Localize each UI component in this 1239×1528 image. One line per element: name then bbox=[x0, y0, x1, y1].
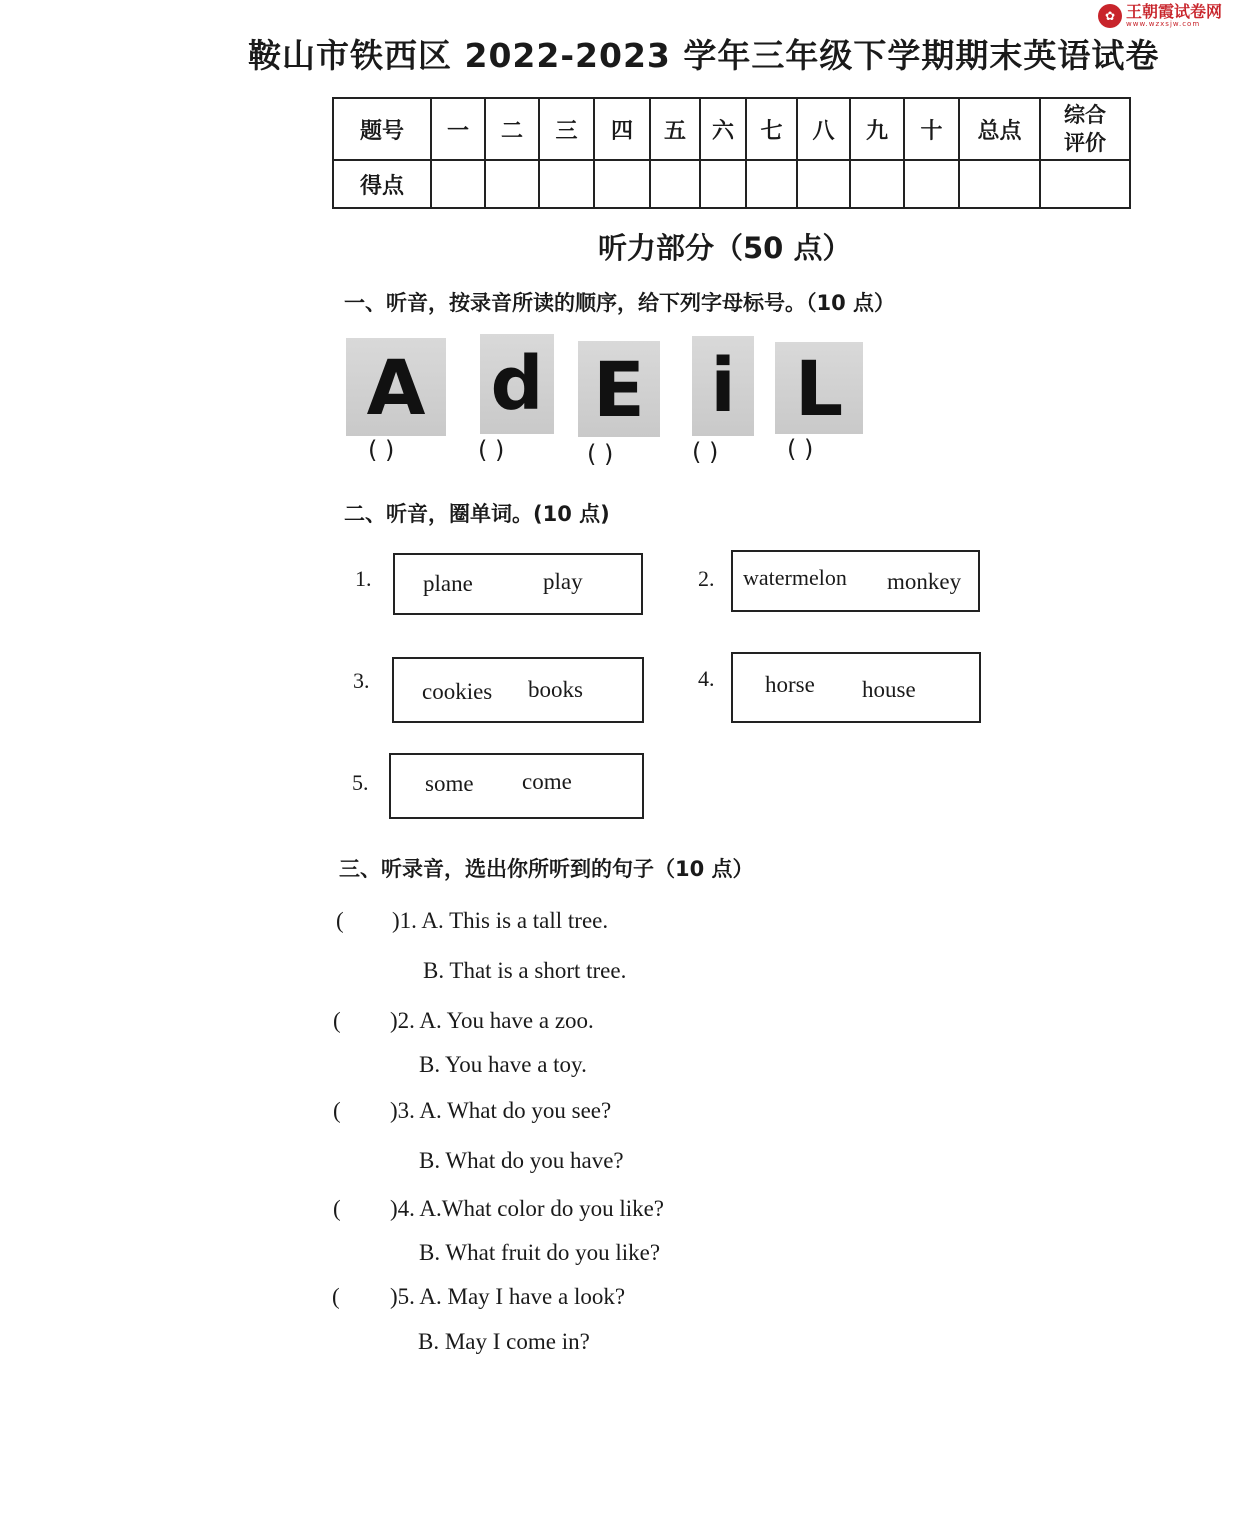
score-cell[interactable] bbox=[594, 160, 650, 208]
answer-blank[interactable]: ( ) bbox=[478, 436, 505, 464]
answer-blank-open[interactable]: ( bbox=[332, 1284, 340, 1309]
word-box bbox=[392, 657, 644, 723]
watermark-site: 王朝霞试卷网 bbox=[1126, 2, 1223, 21]
score-table bbox=[332, 97, 1131, 209]
answer-blank-open[interactable]: ( bbox=[333, 1008, 341, 1033]
seal-icon: ✿ bbox=[1098, 4, 1122, 28]
item-number: 3. bbox=[353, 668, 370, 693]
row-label-score: 得点 bbox=[333, 160, 431, 208]
column-header-total: 总点 bbox=[959, 98, 1040, 160]
section2-heading: 二、听音，圈单词。(10 点) bbox=[344, 502, 610, 526]
word-box bbox=[731, 652, 981, 723]
score-cell[interactable] bbox=[539, 160, 594, 208]
score-cell[interactable] bbox=[431, 160, 485, 208]
eval-label-line2: 评价 bbox=[1064, 131, 1106, 155]
score-cell[interactable] bbox=[485, 160, 539, 208]
section3-heading: 三、听录音，选出你所听到的句子（10 点） bbox=[339, 857, 754, 881]
letter-card-E: E bbox=[578, 341, 660, 437]
answer-blank-open[interactable]: ( bbox=[333, 1196, 341, 1221]
score-cell[interactable] bbox=[700, 160, 746, 208]
word-option[interactable]: watermelon bbox=[743, 565, 847, 590]
score-cell[interactable] bbox=[797, 160, 850, 208]
item-number: 1. bbox=[355, 566, 372, 591]
word-option[interactable]: cookies bbox=[422, 679, 493, 704]
word-option[interactable]: horse bbox=[765, 672, 815, 697]
section1-heading: 一、听音，按录音所读的顺序，给下列字母标号。（10 点） bbox=[344, 291, 896, 315]
row-label-question-number: 题号 bbox=[333, 98, 431, 160]
page-title: 鞍山市铁西区 2022-2023 学年三年级下学期期末英语试卷 bbox=[248, 36, 1160, 75]
column-header: 六 bbox=[700, 98, 746, 160]
score-cell[interactable] bbox=[850, 160, 904, 208]
column-header: 五 bbox=[650, 98, 700, 160]
score-cell[interactable] bbox=[904, 160, 959, 208]
answer-blank[interactable]: ( ) bbox=[692, 438, 719, 466]
letter-card-A: A bbox=[346, 338, 446, 436]
answer-blank-open[interactable]: ( bbox=[333, 1098, 341, 1123]
column-header: 九 bbox=[850, 98, 904, 160]
column-header: 四 bbox=[594, 98, 650, 160]
word-option[interactable]: plane bbox=[423, 571, 473, 596]
word-box bbox=[393, 553, 643, 615]
listening-section-title: 听力部分（50 点） bbox=[598, 231, 852, 265]
column-header: 一 bbox=[431, 98, 485, 160]
sentence-option-b: B. You have a toy. bbox=[419, 1052, 587, 1077]
score-cell-total[interactable] bbox=[959, 160, 1040, 208]
column-header: 十 bbox=[904, 98, 959, 160]
sentence-option-a: )1. A. This is a tall tree. bbox=[392, 908, 609, 933]
column-header: 七 bbox=[746, 98, 797, 160]
answer-blank[interactable]: ( ) bbox=[587, 440, 614, 468]
watermark-url: www.wzxsjw.com bbox=[1126, 20, 1201, 28]
word-option[interactable]: monkey bbox=[887, 569, 962, 594]
score-cell[interactable] bbox=[650, 160, 700, 208]
column-header: 八 bbox=[797, 98, 850, 160]
sentence-option-a: )3. A. What do you see? bbox=[390, 1098, 612, 1123]
letter-card-d: d bbox=[480, 334, 554, 434]
answer-blank-open[interactable]: ( bbox=[336, 908, 344, 933]
word-option[interactable]: house bbox=[862, 677, 916, 702]
word-box bbox=[389, 753, 644, 819]
answer-blank[interactable]: ( ) bbox=[368, 436, 395, 464]
word-option[interactable]: play bbox=[543, 569, 583, 594]
answer-blank[interactable]: ( ) bbox=[787, 435, 814, 463]
sentence-option-a: )5. A. May I have a look? bbox=[390, 1284, 626, 1309]
score-cell[interactable] bbox=[746, 160, 797, 208]
item-number: 5. bbox=[352, 770, 369, 795]
word-option[interactable]: come bbox=[522, 769, 572, 794]
item-number: 2. bbox=[698, 566, 715, 591]
eval-label-line1: 综合 bbox=[1064, 103, 1106, 127]
score-cell-evaluation[interactable] bbox=[1040, 160, 1130, 208]
column-header: 三 bbox=[539, 98, 594, 160]
item-number: 4. bbox=[698, 666, 715, 691]
letter-card-i: i bbox=[692, 336, 754, 436]
sentence-option-b: B. What do you have? bbox=[419, 1148, 624, 1173]
column-header: 二 bbox=[485, 98, 539, 160]
sentence-option-b: B. What fruit do you like? bbox=[419, 1240, 661, 1265]
word-option[interactable]: books bbox=[528, 677, 583, 702]
sentence-option-b: B. That is a short tree. bbox=[423, 958, 627, 983]
column-header-evaluation bbox=[1040, 98, 1130, 160]
sentence-option-a: )4. A.What color do you like? bbox=[390, 1196, 665, 1221]
sentence-option-b: B. May I come in? bbox=[418, 1329, 590, 1354]
word-box bbox=[731, 550, 980, 612]
word-option[interactable]: some bbox=[425, 771, 474, 796]
letter-card-L: L bbox=[775, 342, 863, 434]
sentence-option-a: )2. A. You have a zoo. bbox=[390, 1008, 594, 1033]
